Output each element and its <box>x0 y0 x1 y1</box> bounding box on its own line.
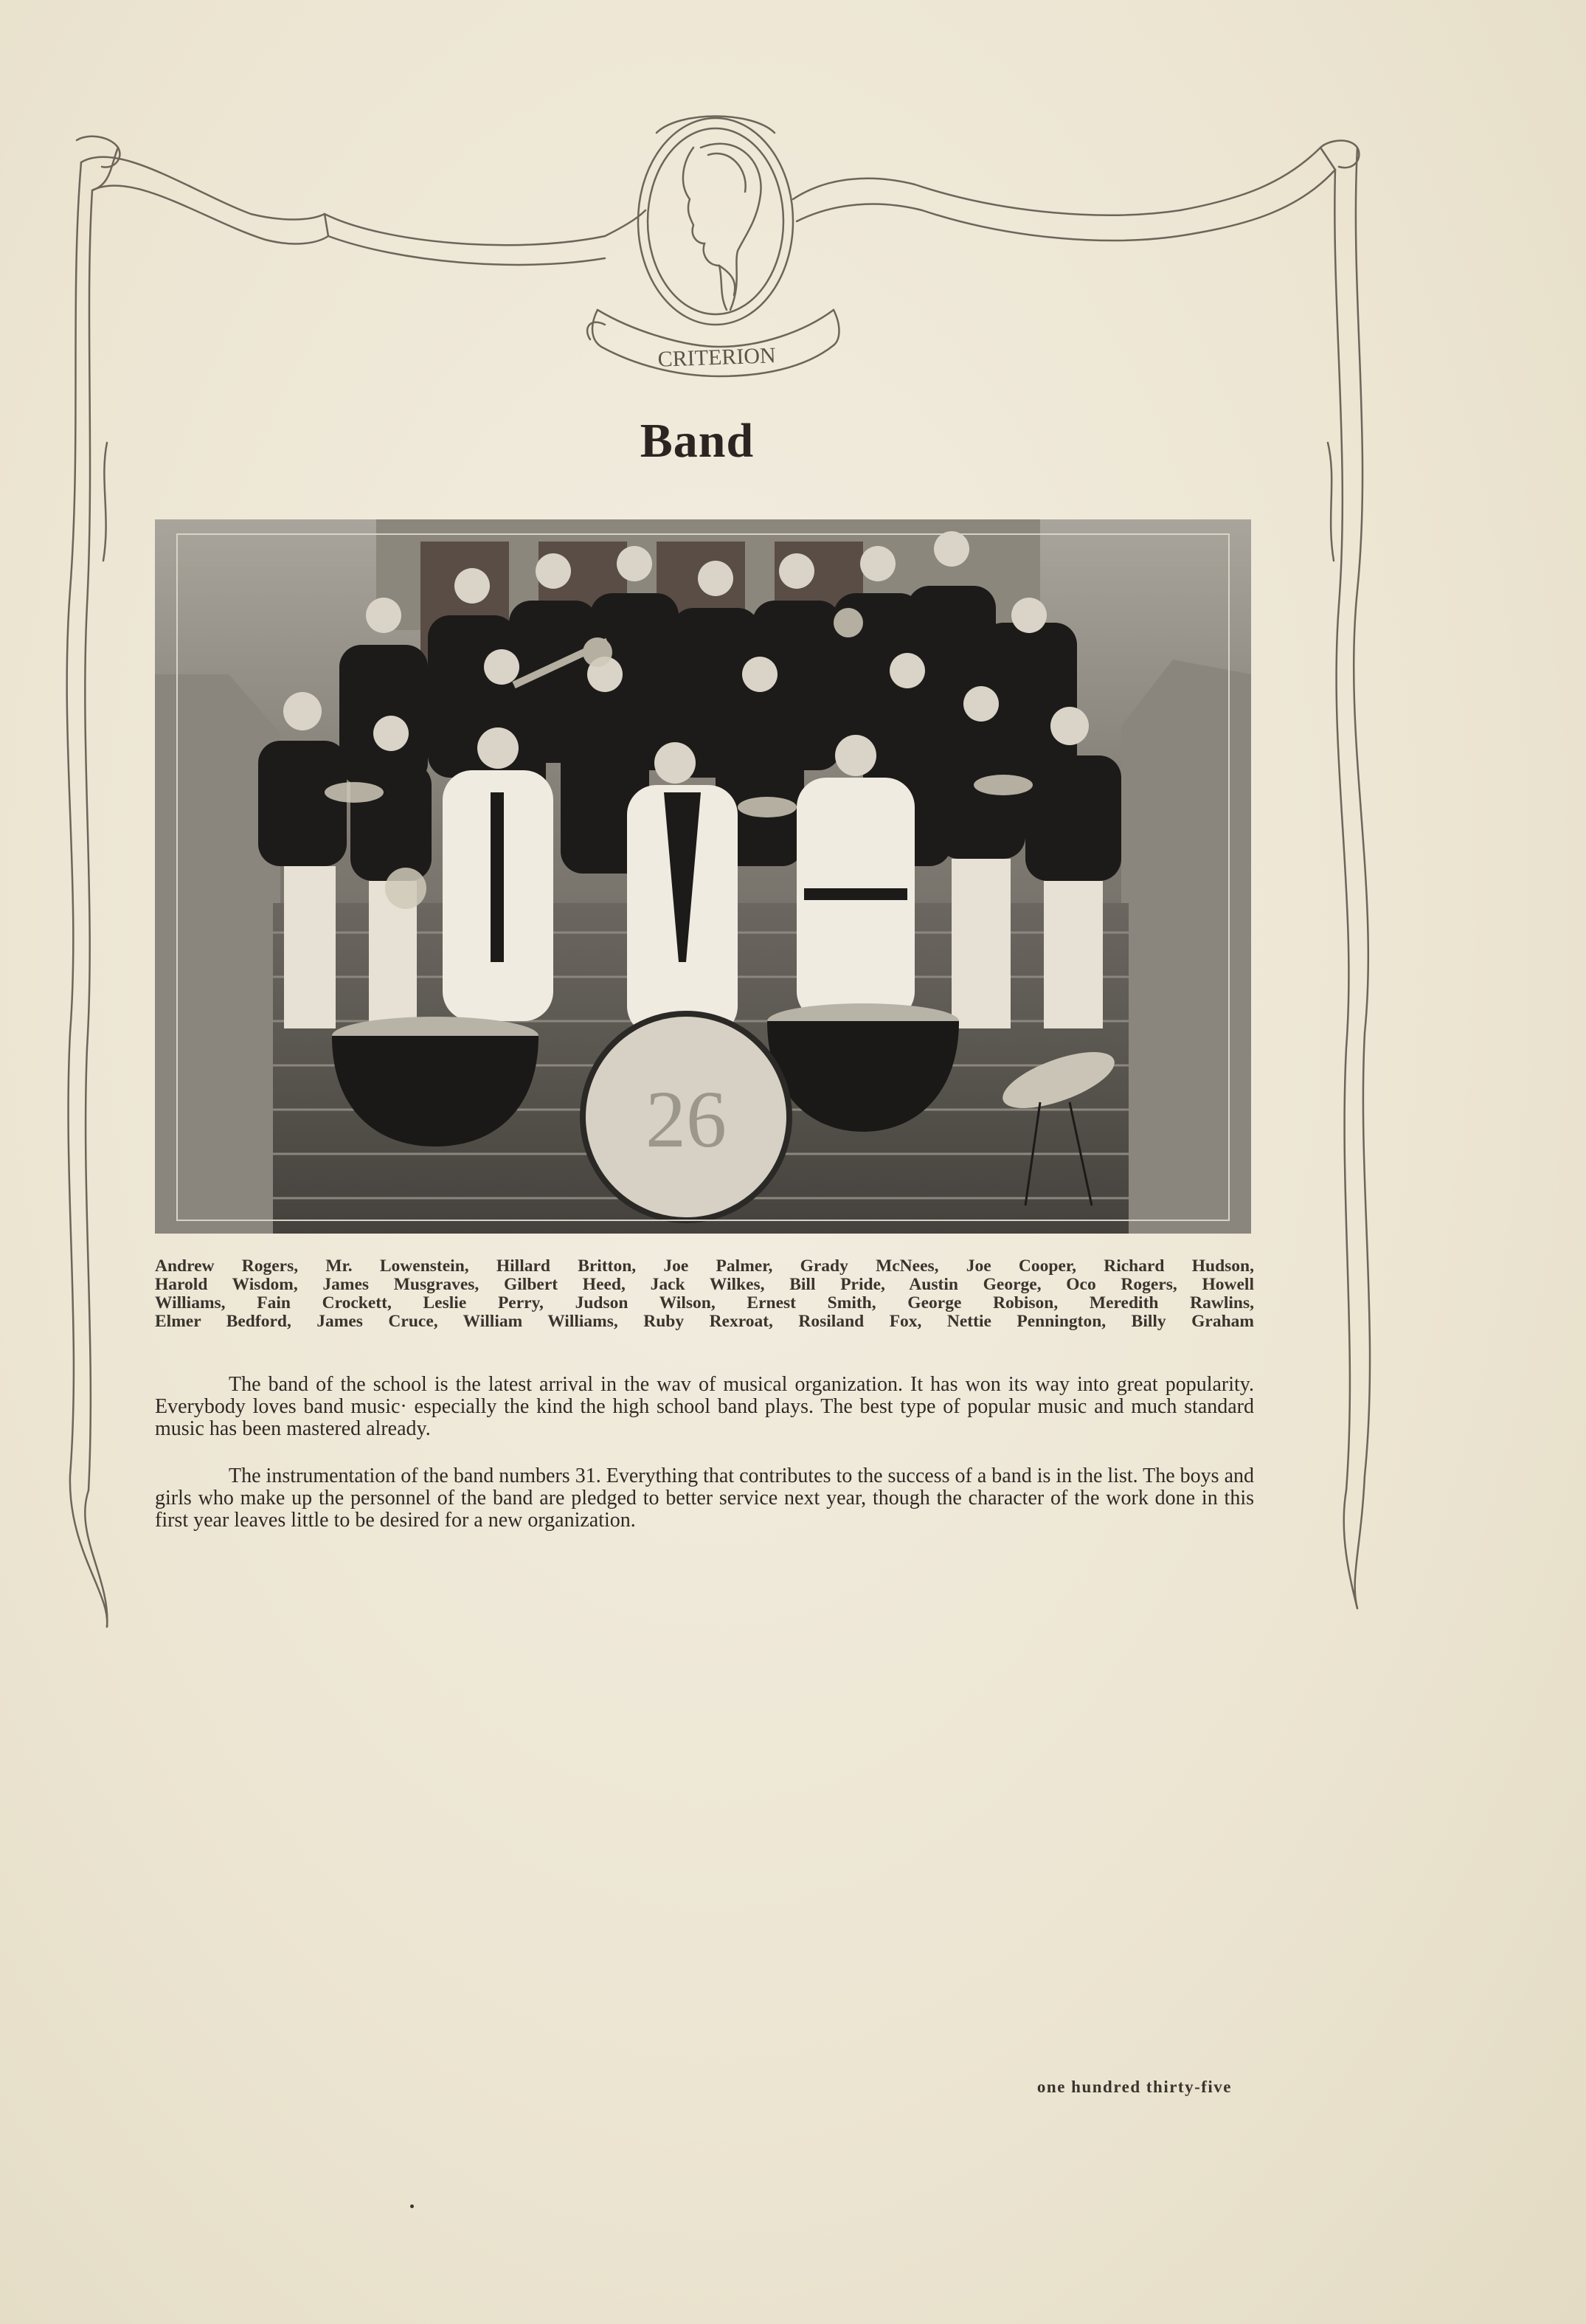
caption-line: Harold Wisdom, James Musgraves, Gilbert Heed, Jack Wilkes, Bill Pride, Austin George, Oco Rogers, Howell <box>155 1276 1254 1294</box>
article-body <box>155 1374 1254 1557</box>
paragraph: The band of the school is the latest arrival in the wav of musical organization. It has won its way into great popularity. Everybody loves band music· especially the kind the high school band plays. The best type of popular music and much standard music has been mastered already. <box>155 1373 1254 1440</box>
photo-caption <box>155 1257 1254 1331</box>
caption-line: Williams, Fain Crockett, Leslie Perry, Judson Wilson, Ernest Smith, George Robison, Meredith Rawlins, <box>155 1294 1254 1313</box>
paragraph: The instrumentation of the band numbers 31. Everything that contributes to the success of a band is in the list. The boys and girls who make up the personnel of the band are pledged to better service next year, though the character of the work done in this first year leaves little to be desired for a new organization. <box>155 1464 1254 1532</box>
ink-speck <box>410 2204 414 2208</box>
band-photo <box>155 519 1251 1234</box>
page-title: Band <box>640 414 755 468</box>
criterion-banner-text: CRITERION <box>657 343 777 372</box>
band-photo-image <box>155 519 1251 1234</box>
page-number: one hundred thirty-five <box>1036 2078 1232 2096</box>
caption-line: Elmer Bedford, James Cruce, William Williams, Ruby Rexroat, Rosiland Fox, Nettie Pennington, Billy Graham <box>155 1313 1254 1331</box>
caption-line: Andrew Rogers, Mr. Lowenstein, Hillard Britton, Joe Palmer, Grady McNees, Joe Cooper, Richard Hudson, <box>155 1257 1254 1276</box>
bass-drum-number: 26 <box>645 1074 727 1164</box>
